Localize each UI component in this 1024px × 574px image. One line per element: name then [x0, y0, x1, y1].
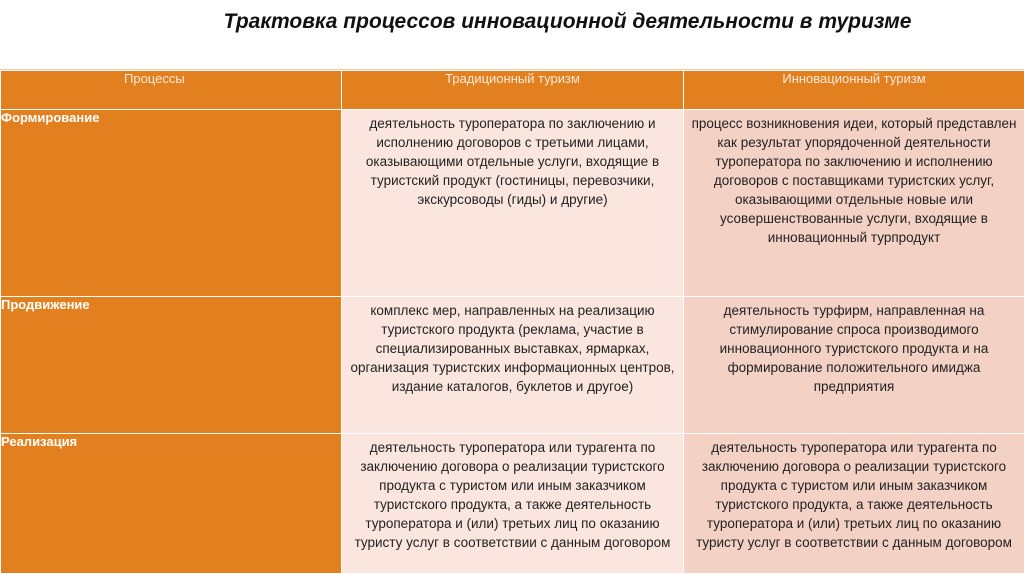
cell-text: деятельность турфирм, направленная на стимулирование спроса производимого инновационного туристского продукта и на формирование положительного имиджа предприятия	[719, 303, 989, 394]
cell-traditional	[342, 434, 684, 574]
header-traditional: Традиционный туризм	[342, 71, 684, 110]
cell-text: процесс возникновения идеи, который представлен как результат упорядоченной деятельности туроператора по заключению и исполнению договоров с поставщиками туристских услуг, оказывающими отдельные новые или усовершенствованные услуги, входящие в инновационный турпродукт	[691, 116, 1017, 245]
header-innovative: Инновационный туризм	[684, 71, 1024, 110]
cell-text: деятельность туроператора по заключению и исполнению договоров с третьими лицами, оказывающими отдельные услуги, входящие в туристский продукт (гостиницы, перевозчики, экскурсоводы (гиды) и другие)	[365, 116, 660, 207]
row-label: Реализация	[1, 434, 342, 574]
header-processes: Процессы	[1, 71, 342, 110]
cell-text: деятельность туроператора или турагента по заключению договора о реализации туристского продукта с туристом или иным заказчиком туристского продукта, а также деятельность туроператора и (или) третьих лиц по оказанию туристу услуг в соответствии с данным договором	[696, 440, 1012, 550]
cell-innovative	[684, 434, 1024, 574]
cell-traditional	[342, 110, 684, 297]
table-row-promotion	[1, 297, 1024, 434]
table-row-realization	[1, 434, 1024, 574]
table-header-row	[1, 71, 1024, 110]
table-row-formation	[1, 110, 1024, 297]
row-label: Формирование	[1, 110, 342, 297]
cell-traditional	[342, 297, 684, 434]
processes-table	[0, 70, 1024, 574]
cell-text: комплекс мер, направленных на реализацию туристского продукта (реклама, участие в специализированных выставках, ярмарках, организация туристских информационных центров, издание каталогов, буклетов и другое)	[350, 303, 675, 394]
row-label: Продвижение	[1, 297, 342, 434]
cell-innovative	[684, 297, 1024, 434]
slide-title: Трактовка процессов инновационной деятельности в туризме	[223, 10, 912, 33]
cell-text: деятельность туроператора или турагента по заключению договора о реализации туристского продукта с туристом или иным заказчиком туристского продукта, а также деятельность туроператора и (или) третьих лиц по оказанию туристу услуг в соответствии с данным договором	[354, 440, 671, 550]
cell-innovative	[684, 110, 1024, 297]
